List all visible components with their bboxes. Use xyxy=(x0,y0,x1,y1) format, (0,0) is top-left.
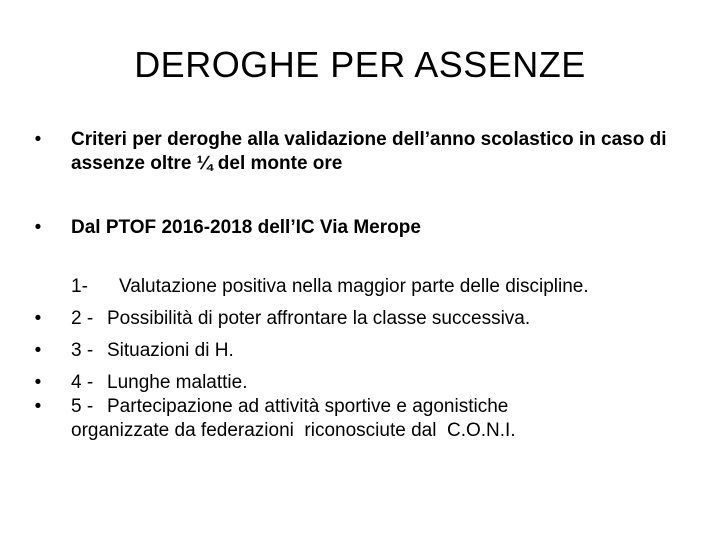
bullet-dot-icon: • xyxy=(34,340,42,361)
list-item-number: 5 - xyxy=(71,396,94,417)
list-item-text: Possibilità di poter affrontare la classe successiva. xyxy=(107,308,531,329)
bullet-criteri-text: Criteri per deroghe alla validazione dell’anno scolastico in caso di assenze oltre ¼ del monte ore xyxy=(71,129,667,174)
bullet-dot-icon: • xyxy=(34,217,42,238)
bullet-dot-icon: • xyxy=(34,308,42,329)
list-item-text: Lunghe malattie. xyxy=(107,372,248,393)
bullet-dot-icon: • xyxy=(34,129,42,150)
list-item-text: Valutazione positiva nella maggior parte delle discipline. xyxy=(119,276,589,297)
list-item-5-continuation: organizzate da federazioni riconosciute dal C.O.N.I. xyxy=(71,420,516,441)
bullet-ptof-text: Dal PTOF 2016-2018 dell’IC Via Merope xyxy=(71,217,421,238)
list-item-number: 1- xyxy=(71,276,88,297)
slide-title: DEROGHE PER ASSENZE xyxy=(134,44,586,85)
list-item-number: 2 - xyxy=(71,308,94,329)
list-item-number: 4 - xyxy=(71,372,94,393)
list-item-text: Partecipazione ad attività sportive e agonistiche xyxy=(107,396,509,417)
bullet-dot-icon: • xyxy=(34,372,42,393)
list-item-number: 3 - xyxy=(71,340,94,361)
list-item-text: Situazioni di H. xyxy=(107,340,234,361)
bullet-dot-icon: • xyxy=(34,396,42,417)
